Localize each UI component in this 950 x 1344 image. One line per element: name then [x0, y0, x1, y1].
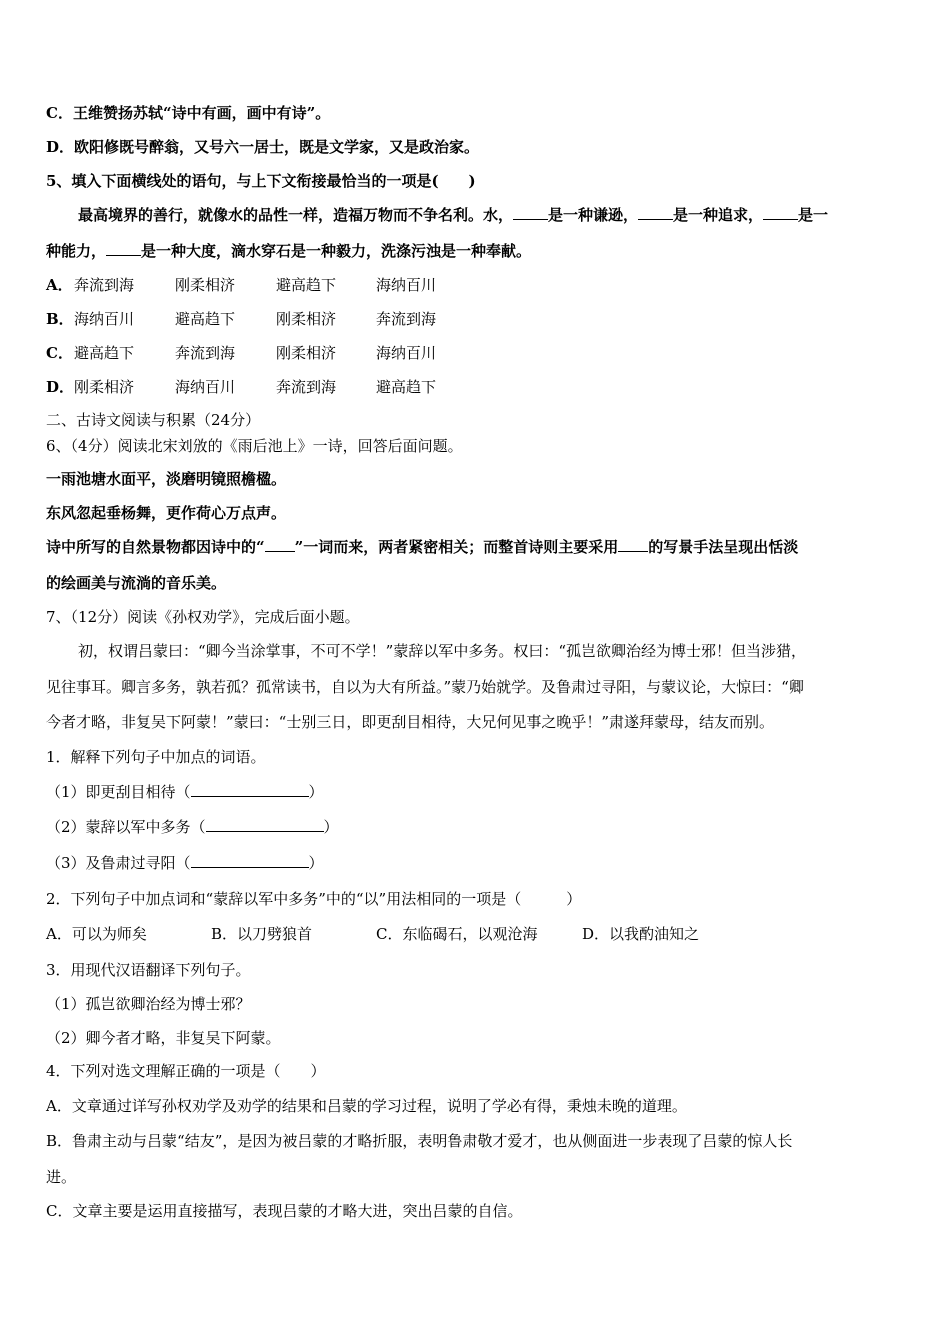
q7-sub3-stem: 3．用现代汉语翻译下列句子。 [46, 961, 251, 979]
q7-sub1-item-2: （2）蒙辞以军中多务（ ） [46, 818, 339, 836]
q7-stem: 7、（12分）阅读《孙权劝学》，完成后面小题。 [46, 608, 360, 626]
answer-blank[interactable] [191, 782, 309, 797]
q5-passage-line1: 最高境界的善行，就像水的品性一样，造福万物而不争名利。水， 是一种谦逊， 是一种追求， 是一 [78, 206, 829, 224]
q7-sub4-stem: 4．下列对选文理解正确的一项是（ ） [46, 1062, 326, 1080]
q5-blank-1 [513, 205, 548, 220]
q5-option-d: D． 刚柔相济 海纳百川 奔流到海 避高趋下 [46, 378, 437, 396]
q7-sub4-option-b-line1: B．鲁肃主动与吕蒙“结友”，是因为被吕蒙的才略折服，表明鲁肃敬才爱才，也从侧面进一步表现了吕蒙的惊人长 [46, 1132, 793, 1150]
q5-blank-3 [763, 205, 798, 220]
q5-option-a: A． 奔流到海 刚柔相济 避高趋下 海纳百川 [46, 276, 437, 294]
q7-sub4-option-c: C．文章主要是运用直接描写，表现吕蒙的才略大进，突出吕蒙的自信。 [46, 1202, 523, 1220]
q7-sub2-option-c: C．东临碣石，以观沧海 [376, 925, 538, 943]
q7-sub2-options [46, 924, 746, 944]
q6-blank-1 [265, 537, 295, 552]
q6-stem: 6、（4分）阅读北宋刘攽的《雨后池上》一诗，回答后面问题。 [46, 437, 463, 455]
poem-line-1: 一雨池塘水面平，淡磨明镜照檐楹。 [46, 470, 287, 488]
q5-passage-line2: 种能力， 是一种大度，滴水穿石是一种毅力，洗涤污浊是一种奉献。 [46, 242, 532, 260]
q7-sub1-item-3: （3）及鲁肃过寻阳（ ） [46, 854, 324, 872]
poem-line-2: 东风忽起垂杨舞，更作荷心万点声。 [46, 504, 287, 522]
classical-text-line1: 初，权谓吕蒙曰：“卿今当涂掌事，不可不学！”蒙辞以军中多务。权曰：“孤岂欲卿治经为博士邪！但当涉猎， [78, 642, 807, 660]
q4-option-c: C．王维赞扬苏轼“诗中有画，画中有诗”。 [46, 104, 331, 122]
q7-sub2-stem: 2．下列句子中加点词和“蒙辞以军中多务”中的“以”用法相同的一项是（ ） [46, 890, 582, 908]
q7-sub1-item-1: （1）即更刮目相待（ ） [46, 783, 324, 801]
q6-blank-2 [618, 537, 648, 552]
q7-sub3-item-2: （2）卿今者才略，非复吴下阿蒙。 [46, 1029, 281, 1047]
q6-question-line2: 的绘画美与流淌的音乐美。 [46, 574, 227, 592]
q7-sub4-option-a: A．文章通过详写孙权劝学及劝学的结果和吕蒙的学习过程，说明了学必有得，秉烛未晚的道理。 [46, 1097, 687, 1115]
q7-sub4-option-b-line2: 进。 [46, 1168, 77, 1186]
q5-blank-2 [638, 205, 673, 220]
q5-option-c: C． 避高趋下 奔流到海 刚柔相济 海纳百川 [46, 344, 437, 362]
answer-blank[interactable] [206, 817, 324, 832]
answer-blank[interactable] [191, 853, 309, 868]
q7-sub1-stem: 1．解释下列句子中加点的词语。 [46, 748, 266, 766]
q4-option-d: D．欧阳修既号醉翁，又号六一居士，既是文学家，又是政治家。 [46, 138, 480, 156]
classical-text-line3: 今者才略，非复吴下阿蒙！”蒙曰：“士别三日，即更刮目相待，大兄何见事之晚乎！”肃遂拜蒙母，结友而别。 [46, 713, 775, 731]
section-title: 二、古诗文阅读与积累（24分） [46, 411, 261, 429]
q7-sub3-item-1: （1）孤岂欲卿治经为博士邪？ [46, 995, 251, 1013]
q5-option-b: B． 海纳百川 避高趋下 刚柔相济 奔流到海 [46, 310, 437, 328]
q6-question-line1: 诗中所写的自然景物都因诗中的“ ”一词而来，两者紧密相关；而整首诗则主要采用 的写景手法呈现出恬淡 [46, 538, 799, 556]
q5-blank-4 [106, 241, 141, 256]
q7-sub2-option-a: A．可以为师矣 [46, 925, 147, 943]
q5-stem: 5、填入下面横线处的语句，与上下文衔接最恰当的一项是( ) [46, 172, 476, 190]
q7-sub2-option-d: D．以我酌油知之 [582, 925, 700, 943]
q7-sub2-option-b: B．以刀劈狼首 [211, 925, 313, 943]
classical-text-line2: 见往事耳。卿言多务，孰若孤？孤常读书，自以为大有所益。”蒙乃始就学。及鲁肃过寻阳，与蒙议论，大惊曰：“卿 [46, 678, 804, 696]
